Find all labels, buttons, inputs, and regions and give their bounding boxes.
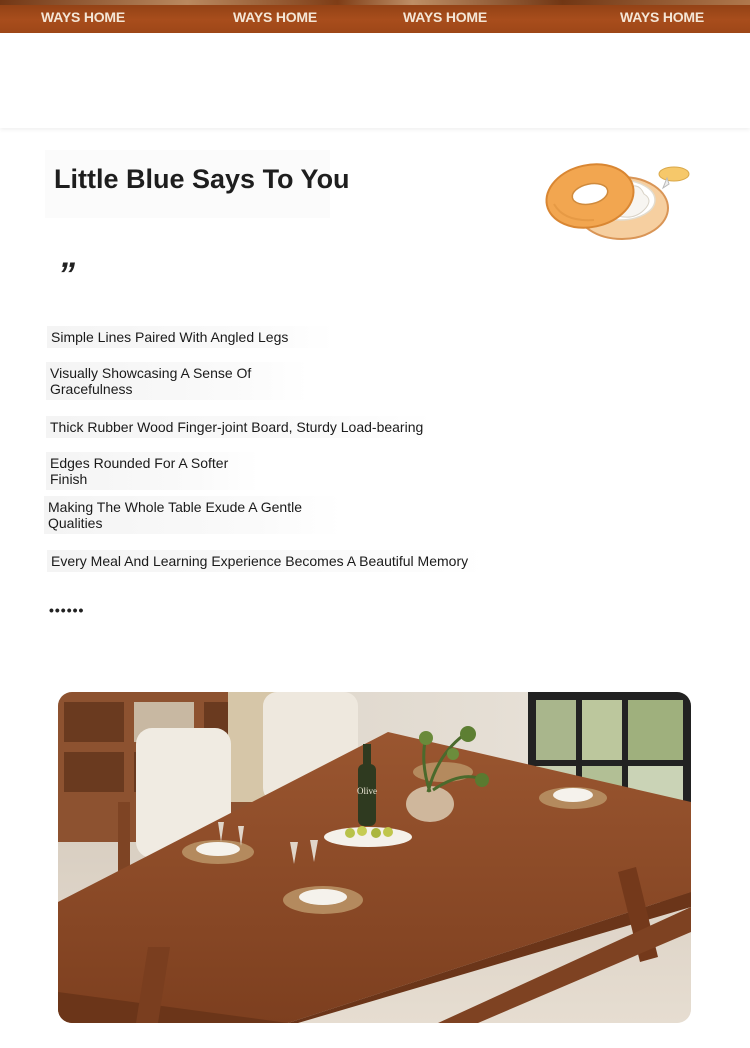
donut-icon: [540, 158, 695, 248]
brand-label: WAYS HOME: [233, 9, 318, 25]
feature-line: Every Meal And Learning Experience Becomes A Beautiful Memory: [47, 550, 485, 572]
section-title: Little Blue Says To You: [54, 164, 350, 194]
feature-line: Visually Showcasing A Sense Of Gracefulness: [46, 362, 309, 400]
feature-line: Edges Rounded For A Softer Finish: [46, 452, 259, 490]
spacer-panel: [0, 33, 750, 128]
bottle-label: Olive: [357, 786, 377, 796]
feature-line: Thick Rubber Wood Finger-joint Board, Sturdy Load-bearing: [46, 416, 434, 438]
top-banner: [0, 0, 750, 33]
ellipsis-dots: ••••••: [49, 602, 85, 618]
feature-line: Making The Whole Table Exude A Gentle Qualities: [44, 496, 342, 534]
dining-table-illustration: [58, 692, 691, 1023]
product-photo: [58, 692, 691, 1023]
brand-label: WAYS HOME: [403, 9, 488, 25]
title-box: [45, 150, 350, 218]
quote-mark: ”: [58, 256, 75, 294]
feature-line: Simple Lines Paired With Angled Legs: [47, 326, 335, 348]
banner-photo-strip: [0, 0, 750, 5]
brand-label: WAYS HOME: [620, 9, 705, 25]
brand-label: WAYS HOME: [41, 9, 126, 25]
